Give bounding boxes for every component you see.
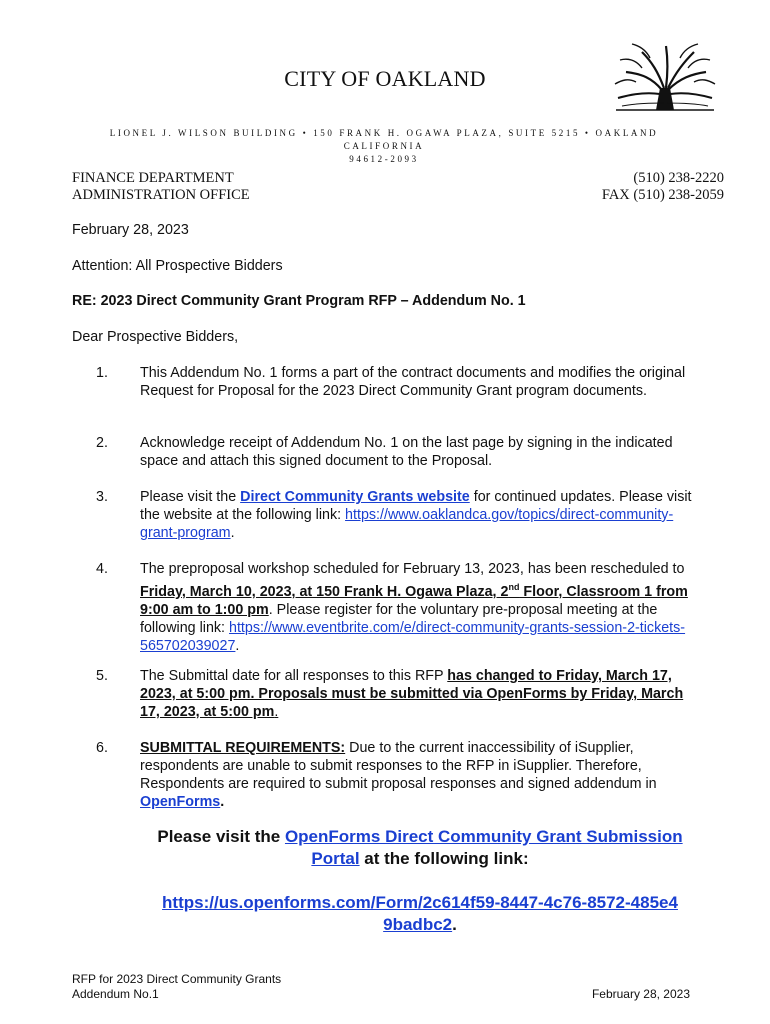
item-text-part: The preproposal workshop scheduled for February 13, 2023, has been rescheduled to [140,561,685,577]
item-text [140,488,700,542]
item-text-part: . [230,525,235,541]
salutation: Dear Prospective Bidders, [72,329,239,345]
letter-date: February 28, 2023 [72,222,189,238]
item-number: 4. [96,561,108,577]
item-number: 6. [96,740,108,756]
openforms-url-link[interactable]: https://us.openforms.com/Form/2c614f59-8447-4c76-8572-485e49badbc2 [162,893,678,934]
submittal-date: has changed to Friday, March 17, 2023, at 5:00 pm. Proposals must be submitted via OpenForms by Friday, March 17, 2023, at 5:00 pm [140,668,684,720]
portal-url-part: . [452,915,457,934]
footer-date: February 28, 2023 [591,987,690,1001]
contact-block [602,170,724,204]
dcg-website-link[interactable]: Direct Community Grants website [240,489,470,505]
footer-title: RFP for 2023 Direct Community Grants [72,972,282,986]
item-text-part: The Submittal date for all responses to this RFP [140,668,448,684]
phone-number: (510) 238-2220 [633,170,724,186]
openforms-link[interactable]: OpenForms [140,794,221,810]
portal-notice [70,826,770,870]
item-text-part: . Please register for the voluntary pre-proposal meeting at the following link: [140,601,658,636]
portal-url [70,892,770,936]
address [70,127,698,166]
item-number: 1. [96,365,108,381]
item-number: 3. [96,489,108,505]
city-title: CITY OF OAKLAND [284,66,486,91]
workshop-date-part: Floor, Classroom 1 from 9:00 am to 1:00 pm [140,583,688,618]
office-name: ADMINISTRATION OFFICE [72,187,250,203]
portal-notice-part: Please visit the [157,827,285,846]
item-text: Acknowledge receipt of Addendum No. 1 on the last page by signing in the indicated space and attach this signed document to the Proposal. [140,435,673,469]
attention-line: Attention: All Prospective Bidders [72,258,283,274]
item-text-part: Due to the current inaccessibility of iSupplier, respondents are unable to submit responses to the RFP in iSupplier. Therefore, Respondents are required to submit proposal responses and signed addendum in [140,740,657,792]
item-number: 5. [96,668,108,684]
item-text-part: . [235,637,240,654]
item-number: 2. [96,435,108,451]
item-text-part: for continued updates. Please visit the website at the following link: [140,489,692,523]
submittal-requirements-label: SUBMITTAL REQUIREMENTS: [140,740,346,756]
footer-document-label [72,972,281,1002]
openforms-portal-link[interactable]: OpenForms Direct Community Grant Submission Portal [284,827,683,868]
department-name: FINANCE DEPARTMENT [72,170,234,186]
ordinal-suffix: nd [508,582,520,592]
address-line-2: 94612-2093 [349,154,419,164]
eventbrite-link[interactable]: https://www.eventbrite.com/e/direct-community-grants-session-2-tickets-565702039027 [140,619,686,654]
portal-notice-part: at the following link: [359,849,529,868]
item-text [140,667,700,721]
item-text-part: Please visit the [140,489,241,505]
subject-line: RE: 2023 Direct Community Grant Program RFP – Addendum No. 1 [72,293,526,309]
workshop-date-part: Friday, March 10, 2023, at 150 Frank H. Ogawa Plaza, 2 [140,583,509,600]
address-line-1: LIONEL J. WILSON BUILDING • 150 FRANK H. OGAWA PLAZA, SUITE 5215 • OAKLAND CALIFORNIA [109,128,659,151]
item-text-part: . [220,794,225,810]
fax-number: FAX (510) 238-2059 [601,187,724,203]
footer-addendum: Addendum No.1 [72,987,159,1001]
item-text [140,560,700,655]
department-block [72,170,250,204]
item-text-part: . [274,704,279,720]
dcg-program-url-link[interactable]: https://www.oaklandca.gov/topics/direct-community-grant-program [140,507,674,541]
item-text: This Addendum No. 1 forms a part of the contract documents and modifies the original Request for Proposal for the 2023 Direct Community Grant program documents. [140,365,686,399]
item-text [140,739,700,811]
